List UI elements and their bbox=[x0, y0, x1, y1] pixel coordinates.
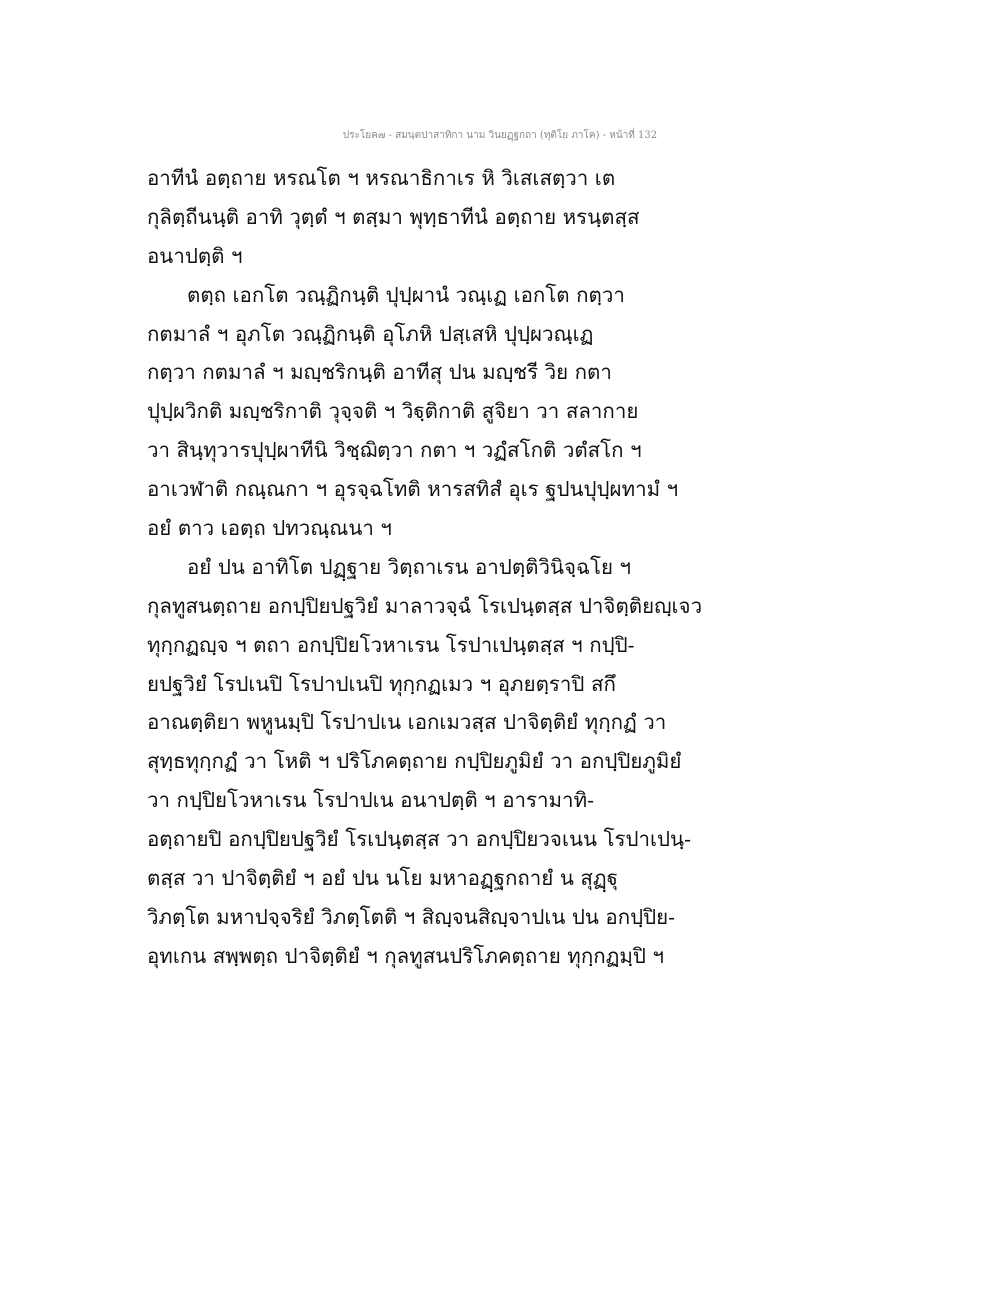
text-line: สุทฺธทุกฺกฏํ วา โหติ ฯ ปริโภคตฺถาย กปฺปิยภูมิยํ วา อกปฺปิยภูมิยํ bbox=[147, 749, 682, 774]
text-line: กุลทูสนตฺถาย อกปฺปิยปฐวิยํ มาลาวจฺฉํ โรเปนฺตสฺส ปาจิตฺติยญฺเจว bbox=[147, 593, 703, 618]
text-line: อาเวฬาติ กณฺณกา ฯ อุรจฺฉโทติ หารสทิสํ อุเร ฐปนปุปฺผทามํ ฯ bbox=[147, 477, 679, 502]
text-line: กุลิตฺถีนนฺติ อาทิ วุตฺตํ ฯ ตสฺมา พุทฺธาทีนํ อตฺถาย หรนฺตสฺส bbox=[147, 204, 640, 229]
body-text bbox=[147, 159, 707, 976]
text-line: อยํ ตาว เอตฺถ ปทวณฺณนา ฯ bbox=[147, 516, 392, 541]
text-line: ทุกฺกฏญฺจ ฯ ตถา อกปฺปิยโวหาเรน โรปาเปนฺตสฺส ฯ กปฺปิ- bbox=[147, 632, 635, 657]
text-line: อนาปตฺติ ฯ bbox=[147, 243, 243, 268]
text-line: อตฺถายปิ อกปฺปิยปฐวิยํ โรเปนฺตสฺส วา อกปฺปิยวจเนน โรปาเปนฺ- bbox=[147, 827, 692, 852]
text-line: วิภตฺโต มหาปจฺจริยํ วิภตฺโตติ ฯ สิญฺจนสิญฺจาปเน ปน อกปฺปิย- bbox=[147, 904, 676, 929]
paragraph-first-line: ตตฺถ เอกโต วณฺฏิกนฺติ ปุปฺผานํ วณฺเฏ เอกโต กตฺวา bbox=[187, 282, 625, 307]
running-header: ประโยค๗ - สมนฺตปาสาทิกา นาม วินยฏฺฐกถา (ทุติโย ภาโค) - หน้าที่ 132 bbox=[342, 130, 658, 141]
text-line: ตสฺส วา ปาจิตฺติยํ ฯ อยํ ปน นโย มหาอฏฺฐกถายํ น สุฏฺฐุ bbox=[147, 866, 618, 891]
text-line: ปุปฺผวิกติ มญฺชริกาติ วุจฺจติ ฯ วิฐฺติกาติ สูจิยา วา สลากาย bbox=[147, 399, 639, 424]
text-line: ยปฐวิยํ โรปเนปิ โรปาปเนปิ ทุกฺกฏเมว ฯ อุภยตฺราปิ สกึ bbox=[147, 671, 616, 696]
text-line: วา สินฺทุวารปุปฺผาทีนิ วิชฺฌิตฺวา กตา ฯ วฏํสโกติ วตํสโก ฯ bbox=[147, 438, 642, 463]
paragraph-first-line: อยํ ปน อาทิโต ปฏฺฐาย วิตฺถาเรน อาปตฺติวินิจฺฉโย ฯ bbox=[187, 554, 631, 579]
text-line: กตมาลํ ฯ อุภโต วณฺฏิกนฺติ อุโภหิ ปสฺเสหิ ปุปฺผวณฺเฏ bbox=[147, 321, 594, 346]
text-line: อาทีนํ อตฺถาย หรณโต ฯ หรณาธิกาเร หิ วิเสเสตฺวา เต bbox=[147, 166, 616, 190]
text-line: อุทเกน สพฺพตฺถ ปาจิตฺติยํ ฯ กุลทูสนปริโภคตฺถาย ทุกฺกฏมฺปิ ฯ bbox=[147, 943, 664, 968]
text-line: วา กปฺปิยโวหาเรน โรปาปเน อนาปตฺติ ฯ อารามาทิ- bbox=[147, 788, 595, 813]
text-line: อาณตฺติยา พหูนมฺปิ โรปาปเน เอกเมวสฺส ปาจิตฺติยํ ทุกฺกฏํ วา bbox=[147, 710, 667, 735]
text-line: กตฺวา กตมาลํ ฯ มญฺชริกนฺติ อาทีสุ ปน มญฺชรี วิย กตา bbox=[147, 360, 612, 385]
